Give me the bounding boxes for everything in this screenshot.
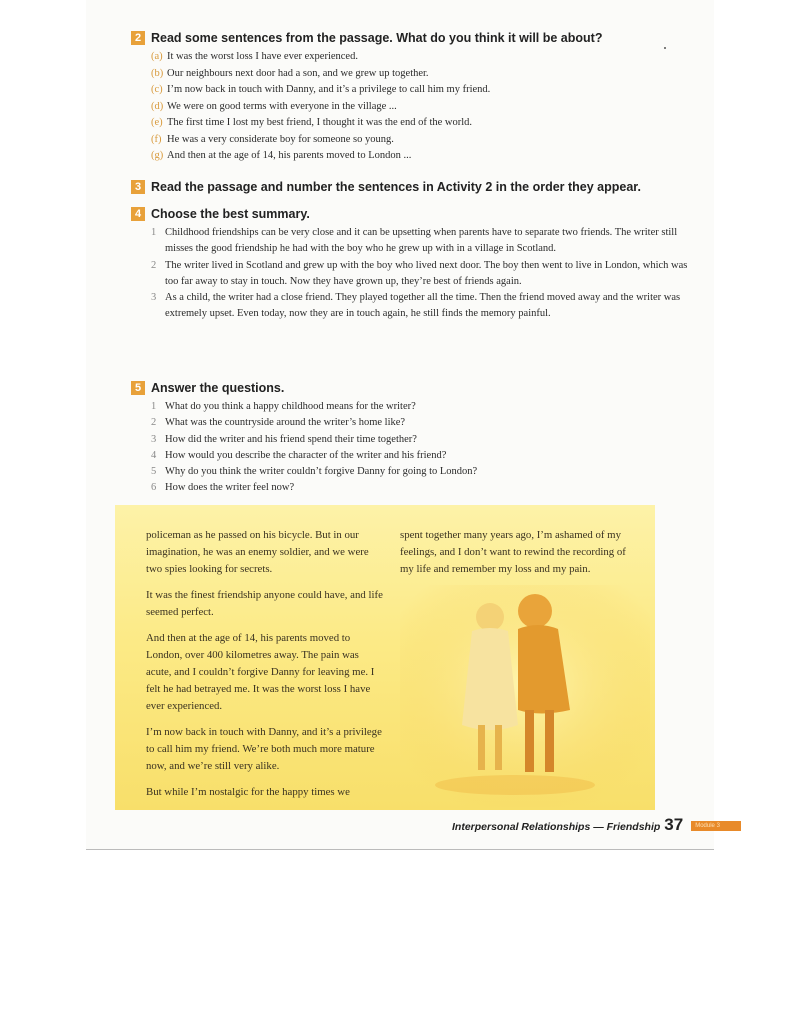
- page-footer: [452, 816, 741, 833]
- question-list: [151, 399, 691, 497]
- speck: [664, 47, 666, 49]
- activity-title: Answer the questions.: [151, 381, 285, 395]
- passage-paragraph: I’m now back in touch with Danny, and it’s a privilege to call him my friend. We’re both much more mature now, and we’re still very alike.: [146, 726, 382, 772]
- sentence-item: [151, 82, 691, 99]
- activity-3: [131, 180, 691, 194]
- module-badge: Module 3: [691, 821, 741, 831]
- item-marker: (d): [151, 100, 164, 112]
- item-text: It was the worst loss I have ever experienced.: [167, 51, 358, 62]
- passage-paragraph: policeman as he passed on his bicycle. But in our imagination, he was an enemy soldier, and we were two spies looking for secrets.: [146, 529, 369, 575]
- question-item: [151, 399, 691, 415]
- item-text: The first time I lost my best friend, I thought it was the end of the world.: [167, 117, 473, 128]
- sentence-item: [151, 148, 691, 165]
- activity-2: [131, 31, 691, 165]
- item-text: Childhood friendships can be very close and it can be upsetting when parents have to separate two friends. The writer still misses the good friendship he had with the boy who he grew up with in a village in Scotland.: [165, 227, 678, 255]
- item-text: He was a very considerate boy for someone so young.: [167, 133, 394, 145]
- summary-option: [151, 258, 691, 291]
- sentence-item: [151, 99, 691, 116]
- question-item: [151, 480, 691, 496]
- item-marker: (f): [151, 133, 162, 145]
- activity-title: Choose the best summary.: [151, 207, 310, 221]
- item-marker: (b): [151, 67, 164, 79]
- passage-paragraph: spent together many years ago, I’m ashamed of my feelings, and I don’t want to rewind the recording of my life and remember my loss and my pain.: [400, 529, 626, 575]
- item-marker: 1: [151, 227, 157, 238]
- item-marker: (g): [151, 150, 164, 161]
- item-marker: 3: [151, 433, 157, 445]
- item-marker: 2: [151, 417, 157, 429]
- item-marker: 1: [151, 401, 157, 412]
- children-walking-illustration: [400, 585, 650, 807]
- activity-title: Read some sentences from the passage. What do you think it will be about?: [151, 31, 603, 45]
- item-text: We were on good terms with everyone in the village ...: [167, 100, 397, 112]
- sentence-item: [151, 66, 691, 83]
- passage-paragraph: But while I’m nostalgic for the happy times we: [146, 786, 350, 798]
- page-number: 37: [664, 815, 684, 834]
- item-text: How does the writer feel now?: [165, 482, 295, 494]
- activity-5: [131, 381, 691, 497]
- item-marker: 6: [151, 482, 157, 494]
- sentence-list: [151, 49, 691, 165]
- item-marker: (e): [151, 117, 163, 128]
- item-marker: (a): [151, 51, 163, 62]
- item-text: Our neighbours next door had a son, and we grew up together.: [167, 67, 429, 79]
- item-text: The writer lived in Scotland and grew up with the boy who lived next door. The boy then went to live in London, which was too far away to stay in touch. Now they have grown up, they’re best of friends again.: [165, 259, 688, 287]
- sentence-item: [151, 49, 691, 66]
- item-text: I’m now back in touch with Danny, and it’s a privilege to call him my friend.: [167, 84, 491, 95]
- item-marker: 3: [151, 292, 157, 304]
- activity-title: Read the passage and number the sentences in Activity 2 in the order they appear.: [151, 180, 641, 194]
- question-item: [151, 448, 691, 464]
- summary-option: [151, 290, 691, 323]
- summary-list: [151, 225, 691, 323]
- page-bottom-rule: [86, 849, 714, 850]
- item-text: How would you describe the character of the writer and his friend?: [165, 449, 447, 461]
- item-text: As a child, the writer had a close friend. They played together all the time. Then the friend moved away and the writer was extremely upset. Even today, now they are in touch again, he still finds the memory painful.: [165, 292, 681, 320]
- item-marker: 4: [151, 449, 157, 461]
- question-item: [151, 432, 691, 448]
- item-marker: (c): [151, 84, 163, 95]
- item-marker: 2: [151, 259, 157, 271]
- passage-paragraph: And then at the age of 14, his parents moved to London, over 400 kilometres away. The pain was acute, and I couldn’t forgive Danny for leaving me. I felt he had betrayed me. It was the worst loss I have ever experienced.: [146, 632, 375, 712]
- sentence-item: [151, 115, 691, 132]
- passage-paragraph: It was the finest friendship anyone could have, and life seemed perfect.: [146, 589, 383, 618]
- footer-title: Interpersonal Relationships — Friendship: [452, 821, 661, 833]
- activity-number: 2: [131, 31, 145, 45]
- item-text: Why do you think the writer couldn’t forgive Danny for going to London?: [165, 466, 478, 478]
- question-item: [151, 464, 691, 480]
- item-text: How did the writer and his friend spend their time together?: [165, 433, 417, 445]
- item-text: And then at the age of 14, his parents moved to London ...: [167, 150, 412, 161]
- summary-option: [151, 225, 691, 258]
- sentence-item: [151, 132, 691, 149]
- passage-left-column: [146, 527, 384, 810]
- item-text: What was the countryside around the writer’s home like?: [165, 417, 406, 429]
- activity-number: 3: [131, 180, 145, 194]
- question-item: [151, 415, 691, 431]
- activity-number: 5: [131, 381, 145, 395]
- item-text: What do you think a happy childhood means for the writer?: [165, 401, 416, 412]
- activity-number: 4: [131, 207, 145, 221]
- item-marker: 5: [151, 466, 157, 478]
- activity-4: [131, 207, 691, 323]
- passage-right-column: [400, 527, 640, 587]
